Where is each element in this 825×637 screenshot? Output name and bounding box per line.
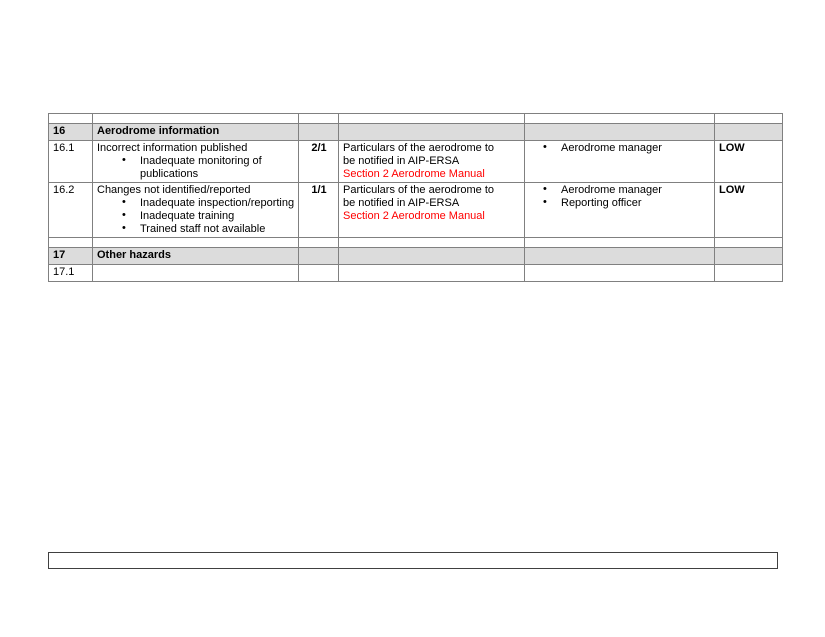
table-row xyxy=(49,264,783,281)
hazard-title: Incorrect information published xyxy=(97,142,248,154)
table-spacer-cell xyxy=(93,114,299,124)
hazard-bullet-list xyxy=(97,197,295,236)
row-hazard-cell xyxy=(93,141,299,183)
group-responsibility-cell xyxy=(525,247,715,264)
row-hazard-cell xyxy=(93,182,299,237)
footer-text-box xyxy=(48,552,778,569)
control-line: be notified in AIP-ERSA xyxy=(343,196,460,209)
row-hazard-cell xyxy=(93,264,299,281)
group-rating-cell xyxy=(715,124,783,141)
row-responsibility-cell xyxy=(525,264,715,281)
group-risk-cell xyxy=(299,247,339,264)
row-rating-cell: LOW xyxy=(715,141,783,183)
control-line: be notified in AIP-ERSA xyxy=(343,154,460,167)
group-risk-cell xyxy=(299,124,339,141)
control-reference-note: Section 2 Aerodrome Manual xyxy=(343,209,485,222)
responsibility-bullet-item: • Reporting officer xyxy=(529,197,711,210)
table-spacer-row xyxy=(49,237,783,247)
row-rating-cell xyxy=(715,264,783,281)
table-spacer-cell xyxy=(299,114,339,124)
group-ref-cell: 17 xyxy=(49,247,93,264)
hazard-bullet-item: • Trained staff not available xyxy=(97,223,295,236)
responsibility-bullet-list xyxy=(529,142,711,155)
row-risk-score-cell: 1/1 xyxy=(299,182,339,237)
table-spacer-cell xyxy=(715,237,783,247)
responsibility-bullet-item: • Aerodrome manager xyxy=(529,142,711,155)
table-spacer-cell xyxy=(49,237,93,247)
control-line: Particulars of the aerodrome to xyxy=(343,142,495,154)
group-rating-cell xyxy=(715,247,783,264)
table-group-row xyxy=(49,124,783,141)
hazard-title: Changes not identified/reported xyxy=(97,183,251,196)
row-ref-cell: 16.2 xyxy=(49,182,93,237)
hazard-bullet-item: • Inadequate training xyxy=(97,210,295,223)
row-risk-score-cell xyxy=(299,264,339,281)
group-controls-cell xyxy=(339,124,525,141)
table-spacer-cell xyxy=(49,114,93,124)
row-responsibility-cell xyxy=(525,182,715,237)
group-title-cell: Aerodrome information xyxy=(93,124,299,141)
row-controls-cell xyxy=(339,182,525,237)
control-reference-note: Section 2 Aerodrome Manual xyxy=(343,167,485,180)
hazard-bullet-item: • Inadequate inspection/reporting xyxy=(97,197,295,210)
table-spacer-cell xyxy=(525,114,715,124)
row-ref-cell: 17.1 xyxy=(49,264,93,281)
responsibility-bullet-item: • Aerodrome manager xyxy=(529,184,711,197)
hazard-bullet-list xyxy=(97,155,295,181)
row-controls-cell xyxy=(339,141,525,183)
hazard-bullet-item: • Inadequate monitoring of publications xyxy=(97,155,295,181)
responsibility-bullet-list xyxy=(529,184,711,210)
risk-register-table-wrapper xyxy=(48,113,782,282)
table-row xyxy=(49,141,783,183)
row-risk-score-cell: 2/1 xyxy=(299,141,339,183)
row-responsibility-cell xyxy=(525,141,715,183)
group-responsibility-cell xyxy=(525,124,715,141)
group-title-cell: Other hazards xyxy=(93,247,299,264)
table-row xyxy=(49,182,783,237)
risk-register-body xyxy=(49,114,783,282)
risk-register-table xyxy=(48,113,783,282)
row-rating-cell: LOW xyxy=(715,182,783,237)
table-spacer-cell xyxy=(339,237,525,247)
table-group-row xyxy=(49,247,783,264)
table-spacer-row xyxy=(49,114,783,124)
table-spacer-cell xyxy=(715,114,783,124)
row-controls-cell xyxy=(339,264,525,281)
group-ref-cell: 16 xyxy=(49,124,93,141)
table-spacer-cell xyxy=(93,237,299,247)
table-spacer-cell xyxy=(299,237,339,247)
table-spacer-cell xyxy=(525,237,715,247)
group-controls-cell xyxy=(339,247,525,264)
row-ref-cell: 16.1 xyxy=(49,141,93,183)
table-spacer-cell xyxy=(339,114,525,124)
control-line: Particulars of the aerodrome to xyxy=(343,183,495,196)
